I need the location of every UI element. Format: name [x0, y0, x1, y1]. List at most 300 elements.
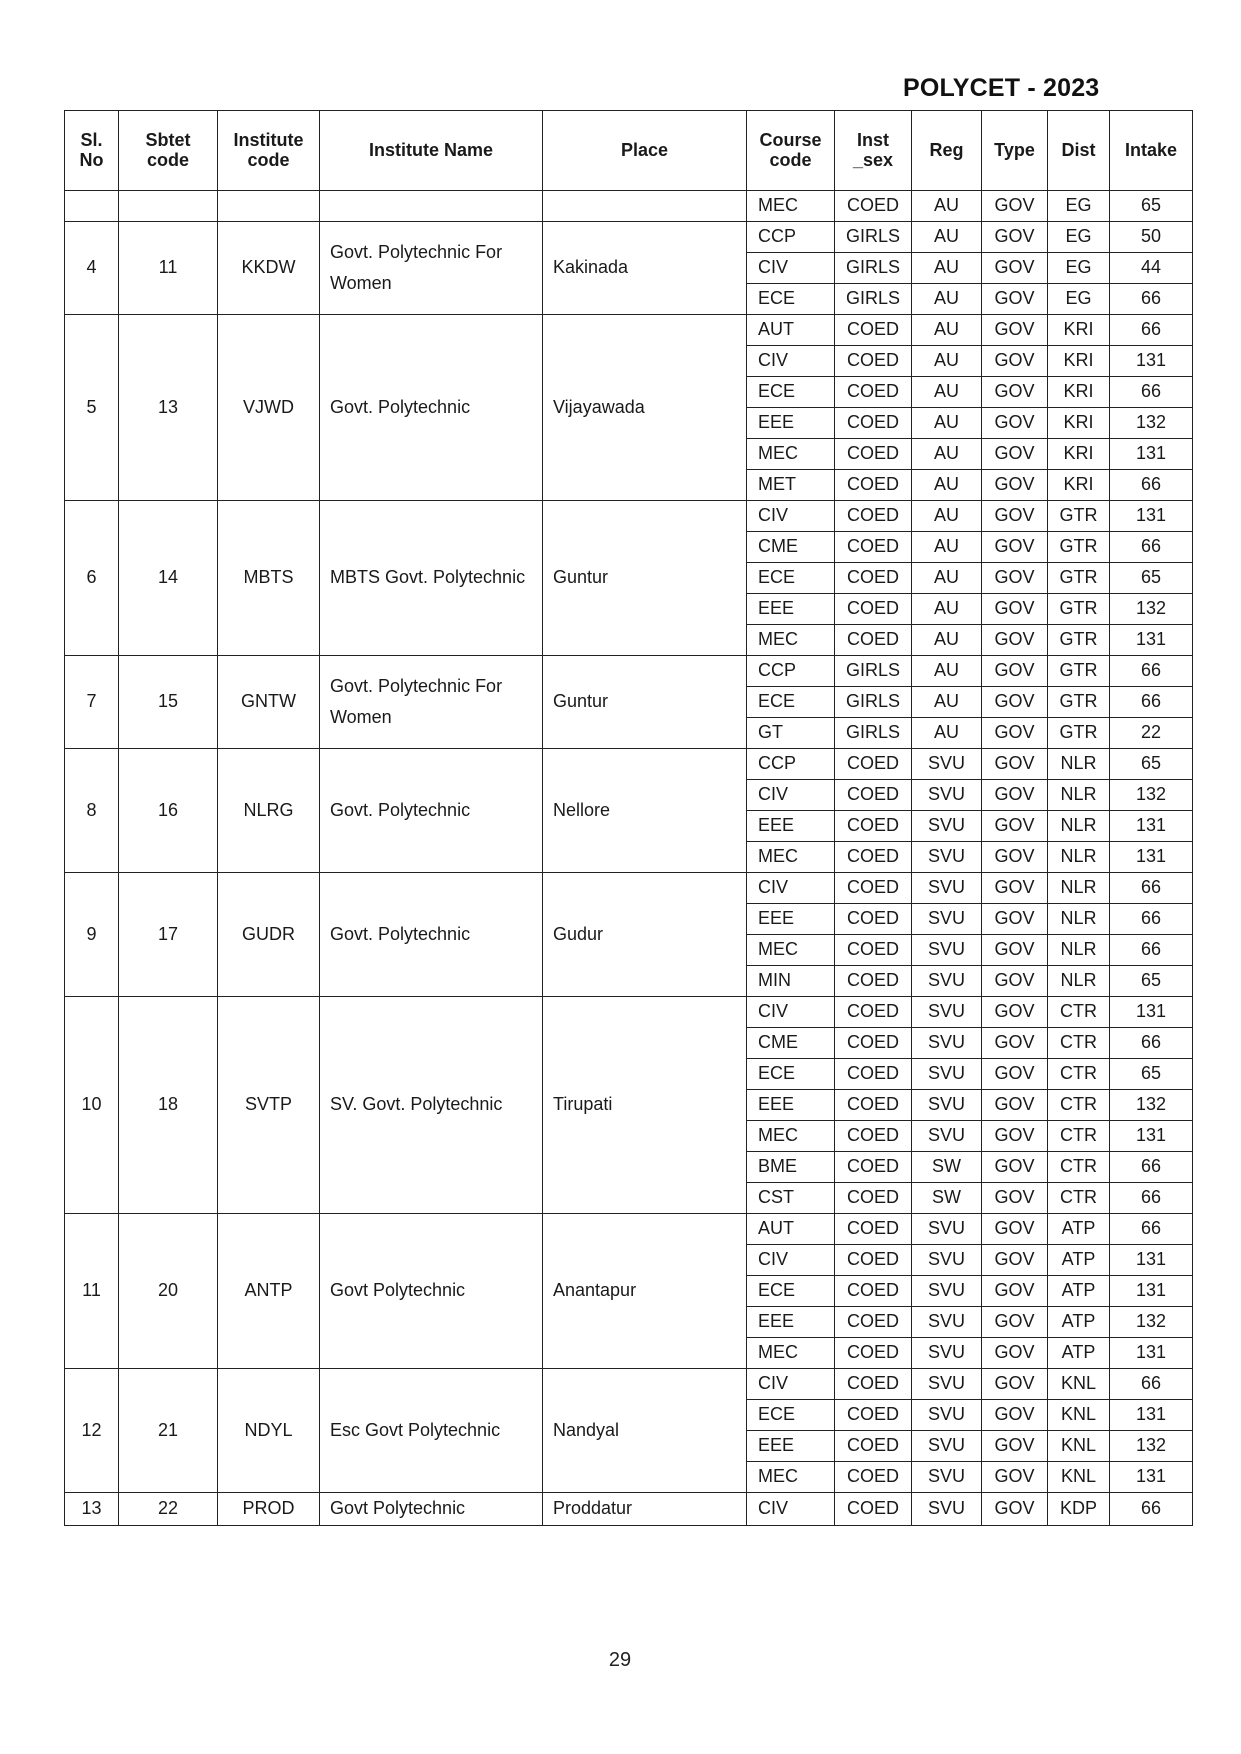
cell-reg: SVU	[912, 749, 982, 780]
cell-inst-sex: COED	[835, 966, 912, 997]
cell-inst-sex: COED	[835, 1307, 912, 1338]
cell-type: GOV	[982, 1183, 1048, 1214]
cell-inst-sex: COED	[835, 1214, 912, 1245]
cell-type: GOV	[982, 563, 1048, 594]
cell-inst-sex: COED	[835, 346, 912, 377]
cell-course-code: MEC	[747, 1121, 835, 1152]
cell-dist: CTR	[1048, 1028, 1110, 1059]
cell-institute-code: KKDW	[218, 222, 320, 315]
cell-course-code: ECE	[747, 377, 835, 408]
table-row	[65, 222, 1193, 253]
cell-course-code: CCP	[747, 656, 835, 687]
cell-reg: SVU	[912, 1431, 982, 1462]
cell-type: GOV	[982, 594, 1048, 625]
cell-reg: SVU	[912, 1121, 982, 1152]
cell-type: GOV	[982, 1462, 1048, 1493]
cell-dist: GTR	[1048, 532, 1110, 563]
cell-inst-sex: COED	[835, 935, 912, 966]
cell-place: Anantapur	[543, 1214, 747, 1369]
cell-reg: SW	[912, 1152, 982, 1183]
cell-dist: CTR	[1048, 1121, 1110, 1152]
cell-intake: 132	[1110, 1307, 1193, 1338]
cell-intake: 131	[1110, 1245, 1193, 1276]
cell-type: GOV	[982, 191, 1048, 222]
cell-dist: CTR	[1048, 997, 1110, 1028]
cell-dist: NLR	[1048, 842, 1110, 873]
cell-reg: SVU	[912, 1493, 982, 1526]
cell-place: Gudur	[543, 873, 747, 997]
cell-sbtet-code: 13	[119, 315, 218, 501]
cell-inst-sex: COED	[835, 377, 912, 408]
cell-course-code: MEC	[747, 1462, 835, 1493]
cell-course-code: CIV	[747, 501, 835, 532]
cell-intake: 66	[1110, 1214, 1193, 1245]
cell-course-code: CIV	[747, 1369, 835, 1400]
cell-type: GOV	[982, 501, 1048, 532]
cell-institute-code: VJWD	[218, 315, 320, 501]
cell-course-code: GT	[747, 718, 835, 749]
cell-intake: 65	[1110, 966, 1193, 997]
cell-course-code: MEC	[747, 1338, 835, 1369]
cell-course-code: CME	[747, 1028, 835, 1059]
cell-course-code: CIV	[747, 253, 835, 284]
cell-dist: GTR	[1048, 501, 1110, 532]
cell-place: Kakinada	[543, 222, 747, 315]
cell-dist: NLR	[1048, 935, 1110, 966]
cell-type: GOV	[982, 1152, 1048, 1183]
table-row	[65, 749, 1193, 780]
cell-intake: 66	[1110, 377, 1193, 408]
cell-reg: SVU	[912, 811, 982, 842]
cell-intake: 131	[1110, 997, 1193, 1028]
cell-inst-sex: COED	[835, 439, 912, 470]
table-body	[65, 191, 1193, 1526]
cell-inst-sex: COED	[835, 532, 912, 563]
table-row	[65, 997, 1193, 1028]
cell-course-code: EEE	[747, 811, 835, 842]
cell-inst-sex: COED	[835, 1276, 912, 1307]
cell-dist: EG	[1048, 253, 1110, 284]
cell-reg: SVU	[912, 842, 982, 873]
cell-type: GOV	[982, 873, 1048, 904]
cell-institute-name: Govt Polytechnic	[320, 1493, 543, 1526]
cell-reg: AU	[912, 284, 982, 315]
cell-reg: AU	[912, 532, 982, 563]
cell-institute-name: Govt Polytechnic	[320, 1214, 543, 1369]
cell-reg: AU	[912, 191, 982, 222]
cell-inst-sex: COED	[835, 1121, 912, 1152]
cell-dist: NLR	[1048, 780, 1110, 811]
cell-sl-no: 9	[65, 873, 119, 997]
cell-dist: GTR	[1048, 687, 1110, 718]
cell-reg: AU	[912, 625, 982, 656]
cell-course-code: CIV	[747, 346, 835, 377]
table-row	[65, 1369, 1193, 1400]
header-reg: Reg	[912, 111, 982, 191]
cell-institute-code: NDYL	[218, 1369, 320, 1493]
cell-intake: 131	[1110, 811, 1193, 842]
cell-dist: KRI	[1048, 377, 1110, 408]
cell-intake: 66	[1110, 904, 1193, 935]
cell-inst-sex: COED	[835, 811, 912, 842]
cell-dist: CTR	[1048, 1152, 1110, 1183]
cell-inst-sex: COED	[835, 1183, 912, 1214]
cell-reg: SVU	[912, 904, 982, 935]
table-row	[65, 1214, 1193, 1245]
cell-type: GOV	[982, 1431, 1048, 1462]
cell-type: GOV	[982, 1307, 1048, 1338]
cell-course-code: CIV	[747, 997, 835, 1028]
cell-dist: KRI	[1048, 439, 1110, 470]
cell-reg: SVU	[912, 780, 982, 811]
cell-course-code: MEC	[747, 439, 835, 470]
cell-dist: ATP	[1048, 1245, 1110, 1276]
cell-inst-sex: COED	[835, 1400, 912, 1431]
header-type: Type	[982, 111, 1048, 191]
cell-reg: SVU	[912, 1276, 982, 1307]
cell-place	[543, 191, 747, 222]
header-course-code: Course code	[747, 111, 835, 191]
header-place: Place	[543, 111, 747, 191]
cell-type: GOV	[982, 718, 1048, 749]
cell-type: GOV	[982, 377, 1048, 408]
cell-inst-sex: COED	[835, 1493, 912, 1526]
cell-course-code: EEE	[747, 1090, 835, 1121]
cell-reg: SVU	[912, 1338, 982, 1369]
cell-type: GOV	[982, 222, 1048, 253]
cell-course-code: CCP	[747, 749, 835, 780]
table-row	[65, 656, 1193, 687]
cell-intake: 131	[1110, 1276, 1193, 1307]
cell-dist: ATP	[1048, 1307, 1110, 1338]
cell-course-code: MET	[747, 470, 835, 501]
header-institute-name: Institute Name	[320, 111, 543, 191]
cell-reg: SVU	[912, 1028, 982, 1059]
cell-intake: 131	[1110, 439, 1193, 470]
cell-place: Guntur	[543, 501, 747, 656]
cell-type: GOV	[982, 1028, 1048, 1059]
cell-type: GOV	[982, 625, 1048, 656]
cell-dist: NLR	[1048, 749, 1110, 780]
cell-intake: 66	[1110, 284, 1193, 315]
cell-inst-sex: COED	[835, 563, 912, 594]
cell-course-code: ECE	[747, 687, 835, 718]
cell-type: GOV	[982, 1245, 1048, 1276]
cell-course-code: MEC	[747, 842, 835, 873]
cell-type: GOV	[982, 842, 1048, 873]
cell-institute-code: NLRG	[218, 749, 320, 873]
cell-dist: GTR	[1048, 718, 1110, 749]
header-inst-sex: Inst _sex	[835, 111, 912, 191]
cell-dist: ATP	[1048, 1276, 1110, 1307]
cell-reg: AU	[912, 377, 982, 408]
cell-reg: AU	[912, 656, 982, 687]
cell-institute-code: GNTW	[218, 656, 320, 749]
cell-type: GOV	[982, 284, 1048, 315]
cell-dist: GTR	[1048, 625, 1110, 656]
cell-inst-sex: COED	[835, 1431, 912, 1462]
cell-reg: AU	[912, 718, 982, 749]
cell-inst-sex: COED	[835, 1338, 912, 1369]
cell-type: GOV	[982, 532, 1048, 563]
cell-intake: 65	[1110, 191, 1193, 222]
cell-place: Nandyal	[543, 1369, 747, 1493]
cell-course-code: CCP	[747, 222, 835, 253]
cell-course-code: EEE	[747, 1431, 835, 1462]
cell-inst-sex: GIRLS	[835, 718, 912, 749]
cell-dist: EG	[1048, 284, 1110, 315]
cell-institute-code: MBTS	[218, 501, 320, 656]
cell-inst-sex: COED	[835, 594, 912, 625]
cell-inst-sex: COED	[835, 780, 912, 811]
cell-intake: 44	[1110, 253, 1193, 284]
cell-dist: ATP	[1048, 1338, 1110, 1369]
table-row	[65, 1493, 1193, 1526]
cell-reg: SVU	[912, 1214, 982, 1245]
cell-course-code: BME	[747, 1152, 835, 1183]
seat-matrix-table	[64, 110, 1193, 1526]
cell-sl-no: 6	[65, 501, 119, 656]
cell-intake: 66	[1110, 532, 1193, 563]
cell-sl-no: 12	[65, 1369, 119, 1493]
document-title: POLYCET - 2023	[903, 74, 1100, 102]
cell-dist: GTR	[1048, 594, 1110, 625]
cell-type: GOV	[982, 253, 1048, 284]
cell-sl-no: 5	[65, 315, 119, 501]
cell-type: GOV	[982, 904, 1048, 935]
cell-course-code: AUT	[747, 315, 835, 346]
cell-dist: GTR	[1048, 656, 1110, 687]
cell-institute-name	[320, 191, 543, 222]
cell-intake: 132	[1110, 408, 1193, 439]
cell-dist: CTR	[1048, 1059, 1110, 1090]
cell-dist: KNL	[1048, 1369, 1110, 1400]
cell-course-code: ECE	[747, 1276, 835, 1307]
cell-sl-no: 4	[65, 222, 119, 315]
cell-institute-name: Govt. Polytechnic For Women	[320, 656, 543, 749]
cell-reg: AU	[912, 222, 982, 253]
cell-intake: 131	[1110, 346, 1193, 377]
cell-sbtet-code: 21	[119, 1369, 218, 1493]
cell-sbtet-code: 15	[119, 656, 218, 749]
cell-reg: SVU	[912, 1059, 982, 1090]
cell-inst-sex: COED	[835, 842, 912, 873]
cell-course-code: EEE	[747, 408, 835, 439]
cell-dist: NLR	[1048, 904, 1110, 935]
cell-type: GOV	[982, 1059, 1048, 1090]
cell-intake: 66	[1110, 935, 1193, 966]
cell-intake: 132	[1110, 594, 1193, 625]
cell-place: Tirupati	[543, 997, 747, 1214]
cell-type: GOV	[982, 1276, 1048, 1307]
cell-intake: 132	[1110, 780, 1193, 811]
cell-institute-name: MBTS Govt. Polytechnic	[320, 501, 543, 656]
cell-type: GOV	[982, 408, 1048, 439]
cell-intake: 131	[1110, 625, 1193, 656]
cell-institute-name: Govt. Polytechnic	[320, 873, 543, 997]
cell-inst-sex: GIRLS	[835, 222, 912, 253]
cell-institute-code: GUDR	[218, 873, 320, 997]
cell-reg: AU	[912, 439, 982, 470]
cell-institute-code: SVTP	[218, 997, 320, 1214]
cell-course-code: MIN	[747, 966, 835, 997]
cell-sl-no: 11	[65, 1214, 119, 1369]
cell-type: GOV	[982, 749, 1048, 780]
cell-intake: 66	[1110, 1183, 1193, 1214]
cell-inst-sex: COED	[835, 749, 912, 780]
cell-type: GOV	[982, 1214, 1048, 1245]
cell-course-code: CIV	[747, 1245, 835, 1276]
header-dist: Dist	[1048, 111, 1110, 191]
table-row	[65, 501, 1193, 532]
cell-inst-sex: COED	[835, 1245, 912, 1276]
cell-sl-no: 8	[65, 749, 119, 873]
cell-inst-sex: COED	[835, 501, 912, 532]
cell-intake: 66	[1110, 656, 1193, 687]
cell-reg: AU	[912, 253, 982, 284]
cell-intake: 131	[1110, 1121, 1193, 1152]
cell-dist: NLR	[1048, 811, 1110, 842]
cell-dist: NLR	[1048, 873, 1110, 904]
cell-course-code: EEE	[747, 1307, 835, 1338]
cell-dist: NLR	[1048, 966, 1110, 997]
cell-reg: SVU	[912, 935, 982, 966]
cell-dist: ATP	[1048, 1214, 1110, 1245]
cell-dist: KRI	[1048, 470, 1110, 501]
cell-sbtet-code: 17	[119, 873, 218, 997]
cell-type: GOV	[982, 439, 1048, 470]
cell-dist: CTR	[1048, 1090, 1110, 1121]
cell-course-code: ECE	[747, 1059, 835, 1090]
cell-intake: 50	[1110, 222, 1193, 253]
cell-type: GOV	[982, 315, 1048, 346]
cell-institute-name: Esc Govt Polytechnic	[320, 1369, 543, 1493]
cell-institute-code: PROD	[218, 1493, 320, 1526]
cell-intake: 66	[1110, 315, 1193, 346]
cell-institute-name: SV. Govt. Polytechnic	[320, 997, 543, 1214]
cell-inst-sex: COED	[835, 625, 912, 656]
cell-institute-name: Govt. Polytechnic For Women	[320, 222, 543, 315]
cell-intake: 131	[1110, 842, 1193, 873]
header-institute-code: Institute code	[218, 111, 320, 191]
cell-institute-name: Govt. Polytechnic	[320, 749, 543, 873]
cell-dist: KRI	[1048, 408, 1110, 439]
cell-inst-sex: COED	[835, 191, 912, 222]
table-header-row	[65, 111, 1193, 191]
cell-course-code: ECE	[747, 284, 835, 315]
cell-dist: KDP	[1048, 1493, 1110, 1526]
cell-institute-name: Govt. Polytechnic	[320, 315, 543, 501]
cell-reg: AU	[912, 408, 982, 439]
cell-course-code: CIV	[747, 780, 835, 811]
cell-inst-sex: COED	[835, 904, 912, 935]
cell-intake: 131	[1110, 501, 1193, 532]
cell-reg: SVU	[912, 966, 982, 997]
cell-reg: AU	[912, 594, 982, 625]
cell-sl-no: 7	[65, 656, 119, 749]
cell-intake: 66	[1110, 1369, 1193, 1400]
cell-institute-code	[218, 191, 320, 222]
cell-intake: 66	[1110, 687, 1193, 718]
cell-intake: 131	[1110, 1400, 1193, 1431]
cell-dist: EG	[1048, 191, 1110, 222]
cell-dist: GTR	[1048, 563, 1110, 594]
cell-course-code: AUT	[747, 1214, 835, 1245]
cell-reg: AU	[912, 315, 982, 346]
cell-course-code: ECE	[747, 1400, 835, 1431]
cell-type: GOV	[982, 470, 1048, 501]
cell-type: GOV	[982, 1121, 1048, 1152]
cell-intake: 66	[1110, 1493, 1193, 1526]
cell-inst-sex: COED	[835, 1369, 912, 1400]
cell-place: Proddatur	[543, 1493, 747, 1526]
cell-reg: AU	[912, 470, 982, 501]
cell-sl-no: 13	[65, 1493, 119, 1526]
cell-type: GOV	[982, 997, 1048, 1028]
cell-inst-sex: COED	[835, 1090, 912, 1121]
cell-inst-sex: COED	[835, 873, 912, 904]
cell-intake: 66	[1110, 1028, 1193, 1059]
cell-dist: KNL	[1048, 1431, 1110, 1462]
cell-reg: SW	[912, 1183, 982, 1214]
cell-sl-no: 10	[65, 997, 119, 1214]
cell-reg: SVU	[912, 997, 982, 1028]
cell-type: GOV	[982, 935, 1048, 966]
cell-inst-sex: COED	[835, 1462, 912, 1493]
cell-place: Vijayawada	[543, 315, 747, 501]
page-number: 29	[608, 1649, 632, 1671]
cell-inst-sex: GIRLS	[835, 687, 912, 718]
table-row	[65, 191, 1193, 222]
cell-reg: SVU	[912, 1462, 982, 1493]
table-row	[65, 873, 1193, 904]
cell-course-code: EEE	[747, 904, 835, 935]
cell-type: GOV	[982, 687, 1048, 718]
header-intake: Intake	[1110, 111, 1193, 191]
cell-inst-sex: COED	[835, 997, 912, 1028]
cell-dist: KNL	[1048, 1462, 1110, 1493]
cell-inst-sex: COED	[835, 315, 912, 346]
cell-intake: 132	[1110, 1090, 1193, 1121]
cell-intake: 132	[1110, 1431, 1193, 1462]
cell-type: GOV	[982, 346, 1048, 377]
cell-sbtet-code: 11	[119, 222, 218, 315]
cell-place: Guntur	[543, 656, 747, 749]
cell-sbtet-code: 16	[119, 749, 218, 873]
cell-course-code: ECE	[747, 563, 835, 594]
cell-inst-sex: GIRLS	[835, 656, 912, 687]
cell-reg: AU	[912, 687, 982, 718]
cell-type: GOV	[982, 656, 1048, 687]
cell-sbtet-code: 22	[119, 1493, 218, 1526]
cell-reg: AU	[912, 346, 982, 377]
cell-reg: SVU	[912, 1400, 982, 1431]
header-sbtet-code: Sbtet code	[119, 111, 218, 191]
cell-reg: SVU	[912, 1307, 982, 1338]
cell-inst-sex: GIRLS	[835, 284, 912, 315]
cell-inst-sex: COED	[835, 470, 912, 501]
cell-inst-sex: COED	[835, 408, 912, 439]
cell-course-code: MEC	[747, 935, 835, 966]
cell-type: GOV	[982, 1338, 1048, 1369]
cell-course-code: EEE	[747, 594, 835, 625]
cell-reg: SVU	[912, 1369, 982, 1400]
cell-type: GOV	[982, 780, 1048, 811]
cell-course-code: CME	[747, 532, 835, 563]
cell-type: GOV	[982, 966, 1048, 997]
cell-sbtet-code	[119, 191, 218, 222]
cell-intake: 65	[1110, 1059, 1193, 1090]
